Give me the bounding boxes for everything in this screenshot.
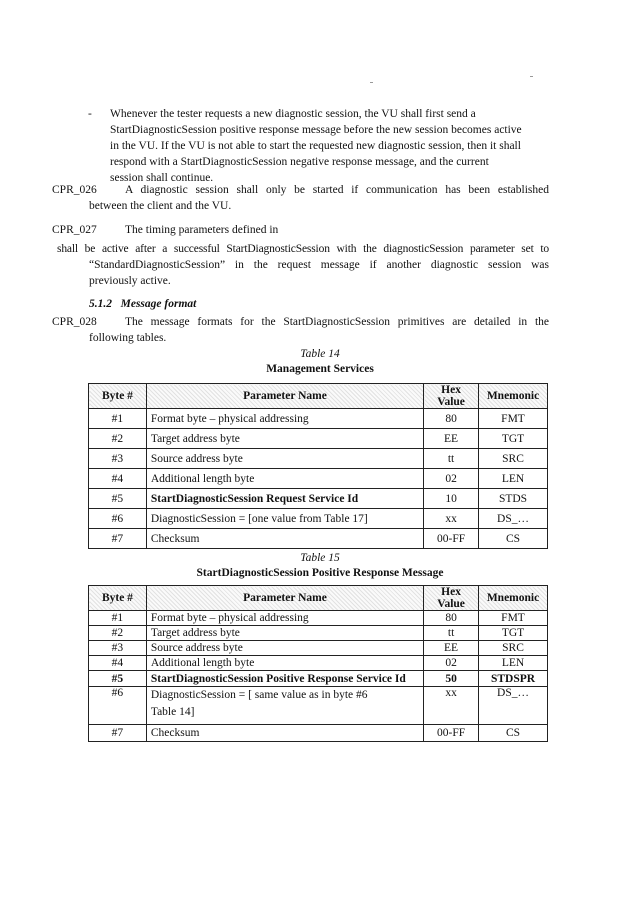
header-hex-value: Hex Value bbox=[424, 384, 479, 409]
cell-mnemonic: TGT bbox=[479, 626, 548, 641]
cell-byte: #5 bbox=[89, 671, 147, 687]
table-row bbox=[89, 641, 548, 656]
cell-parameter: Additional length byte bbox=[146, 656, 423, 671]
cell-byte: #4 bbox=[89, 469, 147, 489]
scan-mark bbox=[370, 82, 373, 83]
table14-title: Management Services bbox=[266, 363, 374, 375]
header-parameter-name: Parameter Name bbox=[146, 586, 423, 611]
table-row bbox=[89, 687, 548, 725]
cell-byte: #5 bbox=[89, 489, 147, 509]
cell-hex: 02 bbox=[424, 656, 479, 671]
table14-caption: Table 14 bbox=[300, 348, 340, 360]
cell-byte: #6 bbox=[89, 509, 147, 529]
cell-parameter: DiagnosticSession = [ same value as in byte #6 Table 14] bbox=[146, 687, 423, 725]
cell-hex: 00-FF bbox=[424, 529, 479, 549]
table15-title: StartDiagnosticSession Positive Response Message bbox=[196, 567, 444, 579]
cpr028-line1: The message formats for the StartDiagnosticSession primitives are detailed in the bbox=[125, 316, 549, 328]
cell-byte: #2 bbox=[89, 626, 147, 641]
bullet-line: in the VU. If the VU is not able to start the requested new diagnostic session, then it shall bbox=[110, 140, 521, 152]
cell-parameter: Additional length byte bbox=[146, 469, 423, 489]
cell-mnemonic: STDS bbox=[479, 489, 548, 509]
requirement-id-026: CPR_026 bbox=[52, 184, 97, 196]
header-mnemonic: Mnemonic bbox=[479, 384, 548, 409]
cell-parameter: Target address byte bbox=[146, 429, 423, 449]
cell-byte: #2 bbox=[89, 429, 147, 449]
table-row bbox=[89, 509, 548, 529]
table-row bbox=[89, 611, 548, 626]
shall-line1: shall be active after a successful StartDiagnosticSession with the diagnosticSession parameter set to bbox=[57, 243, 549, 255]
bullet-line: session shall continue. bbox=[110, 172, 214, 184]
cell-byte: #4 bbox=[89, 656, 147, 671]
cell-mnemonic: CS bbox=[479, 529, 548, 549]
table15-caption: Table 15 bbox=[300, 552, 340, 564]
bullet-line: StartDiagnosticSession positive response message before the new session becomes active bbox=[110, 124, 522, 136]
table15 bbox=[88, 585, 548, 742]
cell-parameter: Checksum bbox=[146, 529, 423, 549]
table-row bbox=[89, 529, 548, 549]
cell-mnemonic: FMT bbox=[479, 611, 548, 626]
requirement-id-027: CPR_027 bbox=[52, 224, 97, 236]
table-row bbox=[89, 656, 548, 671]
cell-parameter: DiagnosticSession = [one value from Table 17] bbox=[146, 509, 423, 529]
cell-mnemonic: SRC bbox=[479, 449, 548, 469]
cell-mnemonic: SRC bbox=[479, 641, 548, 656]
header-byte: Byte # bbox=[89, 586, 147, 611]
cpr026-line2: between the client and the VU. bbox=[89, 200, 232, 212]
header-parameter-name: Parameter Name bbox=[146, 384, 423, 409]
cell-mnemonic: LEN bbox=[479, 469, 548, 489]
bullet-dash: - bbox=[88, 108, 92, 120]
cell-mnemonic: STDSPR bbox=[479, 671, 548, 687]
bullet-line: respond with a StartDiagnosticSession negative response message, and the current bbox=[110, 156, 489, 168]
table15-header bbox=[89, 586, 548, 611]
table-row bbox=[89, 626, 548, 641]
cell-hex: 80 bbox=[424, 611, 479, 626]
cell-byte: #6 bbox=[89, 687, 147, 725]
cell-mnemonic: TGT bbox=[479, 429, 548, 449]
scan-mark bbox=[530, 76, 533, 77]
cell-byte: #7 bbox=[89, 725, 147, 742]
cell-mnemonic: DS_… bbox=[479, 687, 548, 725]
cell-parameter: Source address byte bbox=[146, 641, 423, 656]
cell-byte: #1 bbox=[89, 611, 147, 626]
cell-hex: 02 bbox=[424, 469, 479, 489]
section-number: 5.1.2 bbox=[89, 298, 112, 310]
table-row bbox=[89, 409, 548, 429]
cell-hex: EE bbox=[424, 429, 479, 449]
cell-parameter: Target address byte bbox=[146, 626, 423, 641]
table14 bbox=[88, 383, 548, 549]
cell-hex: 80 bbox=[424, 409, 479, 429]
cell-parameter: Source address byte bbox=[146, 449, 423, 469]
cell-hex: xx bbox=[424, 687, 479, 725]
shall-line3: previously active. bbox=[89, 275, 171, 287]
cell-hex: 50 bbox=[424, 671, 479, 687]
section-heading bbox=[89, 296, 196, 312]
header-hex-value: Hex Value bbox=[424, 586, 479, 611]
cell-parameter: StartDiagnosticSession Request Service Id bbox=[146, 489, 423, 509]
cell-hex: tt bbox=[424, 449, 479, 469]
cell-parameter: Checksum bbox=[146, 725, 423, 742]
table-row bbox=[89, 429, 548, 449]
cell-mnemonic: FMT bbox=[479, 409, 548, 429]
cell-parameter: Format byte – physical addressing bbox=[146, 409, 423, 429]
cell-mnemonic: LEN bbox=[479, 656, 548, 671]
cpr028-line2: following tables. bbox=[89, 332, 167, 344]
table-row bbox=[89, 671, 548, 687]
cpr026-line1: A diagnostic session shall only be started if communication has been established bbox=[125, 184, 549, 196]
table-row bbox=[89, 489, 548, 509]
header-byte: Byte # bbox=[89, 384, 147, 409]
cell-mnemonic: CS bbox=[479, 725, 548, 742]
cell-hex: xx bbox=[424, 509, 479, 529]
header-mnemonic: Mnemonic bbox=[479, 586, 548, 611]
cell-parameter: StartDiagnosticSession Positive Response Service Id bbox=[146, 671, 423, 687]
cell-hex: tt bbox=[424, 626, 479, 641]
bullet-paragraph bbox=[110, 106, 550, 186]
requirement-id-028: CPR_028 bbox=[52, 316, 97, 328]
table-row bbox=[89, 725, 548, 742]
bullet-line: Whenever the tester requests a new diagnostic session, the VU shall first send a bbox=[110, 108, 476, 120]
cell-byte: #7 bbox=[89, 529, 147, 549]
cell-hex: 10 bbox=[424, 489, 479, 509]
cell-byte: #1 bbox=[89, 409, 147, 429]
cpr027-text: The timing parameters defined in bbox=[125, 224, 279, 236]
table-row bbox=[89, 469, 548, 489]
cell-byte: #3 bbox=[89, 449, 147, 469]
section-title: Message format bbox=[120, 298, 197, 310]
cell-mnemonic: DS_… bbox=[479, 509, 548, 529]
shall-line2: “StandardDiagnosticSession” in the request message if another diagnostic session was bbox=[89, 259, 549, 271]
cell-hex: 00-FF bbox=[424, 725, 479, 742]
cell-byte: #3 bbox=[89, 641, 147, 656]
cell-hex: EE bbox=[424, 641, 479, 656]
table-row bbox=[89, 449, 548, 469]
table14-header bbox=[89, 384, 548, 409]
cell-parameter: Format byte – physical addressing bbox=[146, 611, 423, 626]
